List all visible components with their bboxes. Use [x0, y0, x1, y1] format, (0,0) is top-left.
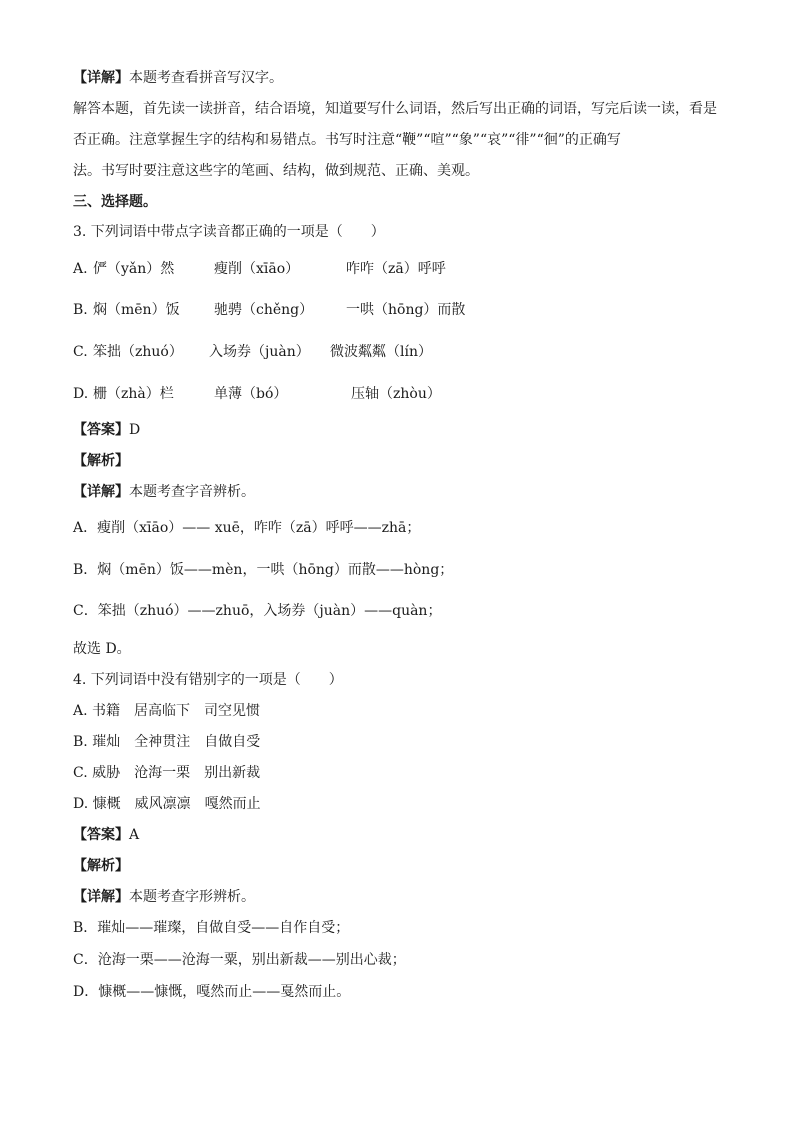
q4-option-b: [73, 732, 260, 752]
q2-explain-p3: 法。书写时要注意这些字的笔画、结构，做到规范、正确、美观。: [73, 163, 479, 179]
q2-explain-p2: 否正确。注意掌握生字的结构和易错点。书写时注意“鞭”“喧”“象”“哀”“徘”“徊”的正确写: [73, 132, 621, 148]
q3-answer-line: [73, 420, 140, 440]
answer-tag: 【答案】: [73, 827, 129, 843]
option-item: 栅（zhà）栏: [93, 386, 174, 402]
q3-option-b: [73, 300, 733, 320]
q4-explanation-c: C．沧海一栗——沧海一粟，别出新裁——别出心裁；: [73, 952, 406, 968]
answer-tag: 【答案】: [73, 422, 129, 438]
q4-explanation-d: D．慷概——慷慨，嘎然而止——戛然而止。: [73, 984, 351, 1000]
q3-explanation-a: A．瘦削（xīāo）—— xuē，咋咋（zā）呼呼——zhā；: [73, 520, 421, 536]
q4-detail-line: [73, 887, 255, 907]
section-title: 三、选择题。: [73, 194, 157, 210]
answer-value: D: [129, 422, 141, 438]
q3-explanation-b: B．焖（mēn）饭——mèn，一哄（hōng）而散——hòng；: [73, 562, 454, 578]
q3-stem: 3. 下列词语中带点字读音都正确的一项是（ ）: [73, 224, 385, 240]
detail-tag: 【详解】: [73, 889, 129, 905]
option-label: D.: [73, 386, 89, 402]
option-label: C.: [73, 344, 88, 360]
q2-explain-p1: 解答本题，首先读一读拼音，结合语境，知道要写什么词语，然后写出正确的词语，写完后读一读，看是: [73, 101, 717, 117]
option-text: 璀灿 全神贯注 自做自受: [92, 734, 261, 750]
option-item: 压轴（zhòu）: [351, 386, 441, 402]
option-text: 慷概 威风凛凛 嘎然而止: [92, 796, 261, 812]
q3-option-c: [73, 342, 733, 362]
option-text: 威胁 沧海一栗 别出新裁: [92, 765, 261, 781]
option-item: 咋咋（zā）呼呼: [346, 261, 446, 277]
q3-explanation-c: C．笨拙（zhuó）——zhuō，入场券（juàn）——quàn；: [73, 603, 442, 619]
q3-detail-line: [73, 482, 255, 502]
q3-option-d: [73, 384, 733, 404]
q4-option-c: [73, 763, 260, 783]
detail-text: 本题考查看拼音写汉字。: [129, 70, 283, 86]
option-label: B.: [73, 734, 88, 750]
q4-explanation-b: B．璀灿——璀璨，自做自受——自作自受；: [73, 920, 350, 936]
option-item: 单薄（bó）: [214, 386, 288, 402]
detail-tag: 【详解】: [73, 70, 129, 86]
q4-stem: 4. 下列词语中没有错别字的一项是（ ）: [73, 672, 343, 688]
detail-text: 本题考查字形辨析。: [129, 889, 255, 905]
option-item: 瘦削（xīāo）: [214, 261, 300, 277]
option-label: B.: [73, 302, 88, 318]
q3-analysis-tag: 【解析】: [73, 453, 129, 469]
option-label: D.: [73, 796, 89, 812]
option-label: A.: [73, 703, 88, 719]
q4-analysis-tag: 【解析】: [73, 858, 129, 874]
q4-answer-line: [73, 825, 139, 845]
q2-detail-line: [73, 68, 283, 88]
option-item: 微波粼粼（lín）: [330, 344, 432, 360]
option-item: 一哄（hōng）而散: [346, 302, 466, 318]
option-label: C.: [73, 765, 88, 781]
detail-tag: 【详解】: [73, 484, 129, 500]
q3-option-a: [73, 259, 733, 279]
answer-value: A: [129, 827, 140, 843]
option-item: 俨（yǎn）然: [93, 261, 175, 277]
q3-conclusion: 故选 D。: [73, 641, 131, 657]
option-item: 笨拙（zhuó）: [93, 344, 183, 360]
q4-option-d: [73, 794, 261, 814]
option-text: 书籍 居高临下 司空见惯: [92, 703, 261, 719]
option-item: 入场券（juàn）: [209, 344, 310, 360]
q4-option-a: [73, 701, 260, 721]
option-item: 驰骋（chěng）: [214, 302, 314, 318]
option-label: A.: [73, 261, 88, 277]
detail-text: 本题考查字音辨析。: [129, 484, 255, 500]
option-item: 焖（mēn）饭: [93, 302, 180, 318]
